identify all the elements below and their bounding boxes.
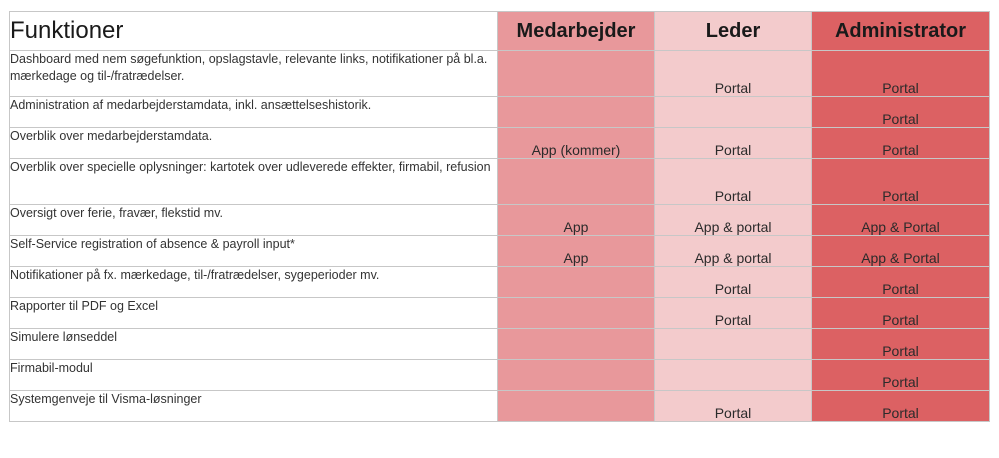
leader-cell xyxy=(655,329,812,360)
leader-cell: Portal xyxy=(655,267,812,298)
employee-cell xyxy=(498,298,655,329)
employee-cell xyxy=(498,360,655,391)
employee-cell xyxy=(498,51,655,97)
function-cell: Overblik over medarbejderstamdata. xyxy=(10,128,498,159)
administrator-cell: Portal xyxy=(812,97,990,128)
administrator-cell: Portal xyxy=(812,267,990,298)
administrator-cell: Portal xyxy=(812,159,990,205)
function-cell: Systemgenveje til Visma-løsninger xyxy=(10,391,498,422)
function-cell: Firmabil-modul xyxy=(10,360,498,391)
leader-cell: App & portal xyxy=(655,205,812,236)
leader-cell: Portal xyxy=(655,128,812,159)
administrator-cell: Portal xyxy=(812,128,990,159)
administrator-cell: App & Portal xyxy=(812,236,990,267)
employee-cell: App (kommer) xyxy=(498,128,655,159)
table-row xyxy=(10,236,990,267)
function-cell: Dashboard med nem søgefunktion, opslagstavle, relevante links, notifikationer på bl.a. mærkedage og til-/fratrædelser. xyxy=(10,51,498,97)
administrator-cell: Portal xyxy=(812,360,990,391)
table-row xyxy=(10,360,990,391)
administrator-cell: Portal xyxy=(812,391,990,422)
employee-cell xyxy=(498,329,655,360)
header-row xyxy=(10,12,990,51)
function-cell: Oversigt over ferie, fravær, flekstid mv. xyxy=(10,205,498,236)
header-administrator: Administrator xyxy=(812,12,990,51)
function-cell: Overblik over specielle oplysninger: kartotek over udleverede effekter, firmabil, refusion xyxy=(10,159,498,205)
administrator-cell: Portal xyxy=(812,51,990,97)
employee-cell xyxy=(498,391,655,422)
administrator-cell: App & Portal xyxy=(812,205,990,236)
table-row xyxy=(10,128,990,159)
feature-matrix-table xyxy=(9,11,990,422)
leader-cell: App & portal xyxy=(655,236,812,267)
leader-cell: Portal xyxy=(655,159,812,205)
employee-cell xyxy=(498,267,655,298)
function-cell: Rapporter til PDF og Excel xyxy=(10,298,498,329)
table-row xyxy=(10,298,990,329)
function-cell: Self-Service registration of absence & payroll input* xyxy=(10,236,498,267)
administrator-cell: Portal xyxy=(812,298,990,329)
table-row xyxy=(10,267,990,298)
function-cell: Simulere lønseddel xyxy=(10,329,498,360)
employee-cell: App xyxy=(498,205,655,236)
table-row xyxy=(10,97,990,128)
function-cell: Administration af medarbejderstamdata, inkl. ansættelseshistorik. xyxy=(10,97,498,128)
table-row xyxy=(10,391,990,422)
header-employee: Medarbejder xyxy=(498,12,655,51)
leader-cell xyxy=(655,97,812,128)
header-function: Funktioner xyxy=(10,12,498,51)
employee-cell xyxy=(498,159,655,205)
leader-cell: Portal xyxy=(655,391,812,422)
leader-cell: Portal xyxy=(655,298,812,329)
leader-cell xyxy=(655,360,812,391)
function-cell: Notifikationer på fx. mærkedage, til-/fratrædelser, sygeperioder mv. xyxy=(10,267,498,298)
table-row xyxy=(10,159,990,205)
administrator-cell: Portal xyxy=(812,329,990,360)
header-leader: Leder xyxy=(655,12,812,51)
table-row xyxy=(10,51,990,97)
employee-cell xyxy=(498,97,655,128)
employee-cell: App xyxy=(498,236,655,267)
table-row xyxy=(10,329,990,360)
table-row xyxy=(10,205,990,236)
leader-cell: Portal xyxy=(655,51,812,97)
